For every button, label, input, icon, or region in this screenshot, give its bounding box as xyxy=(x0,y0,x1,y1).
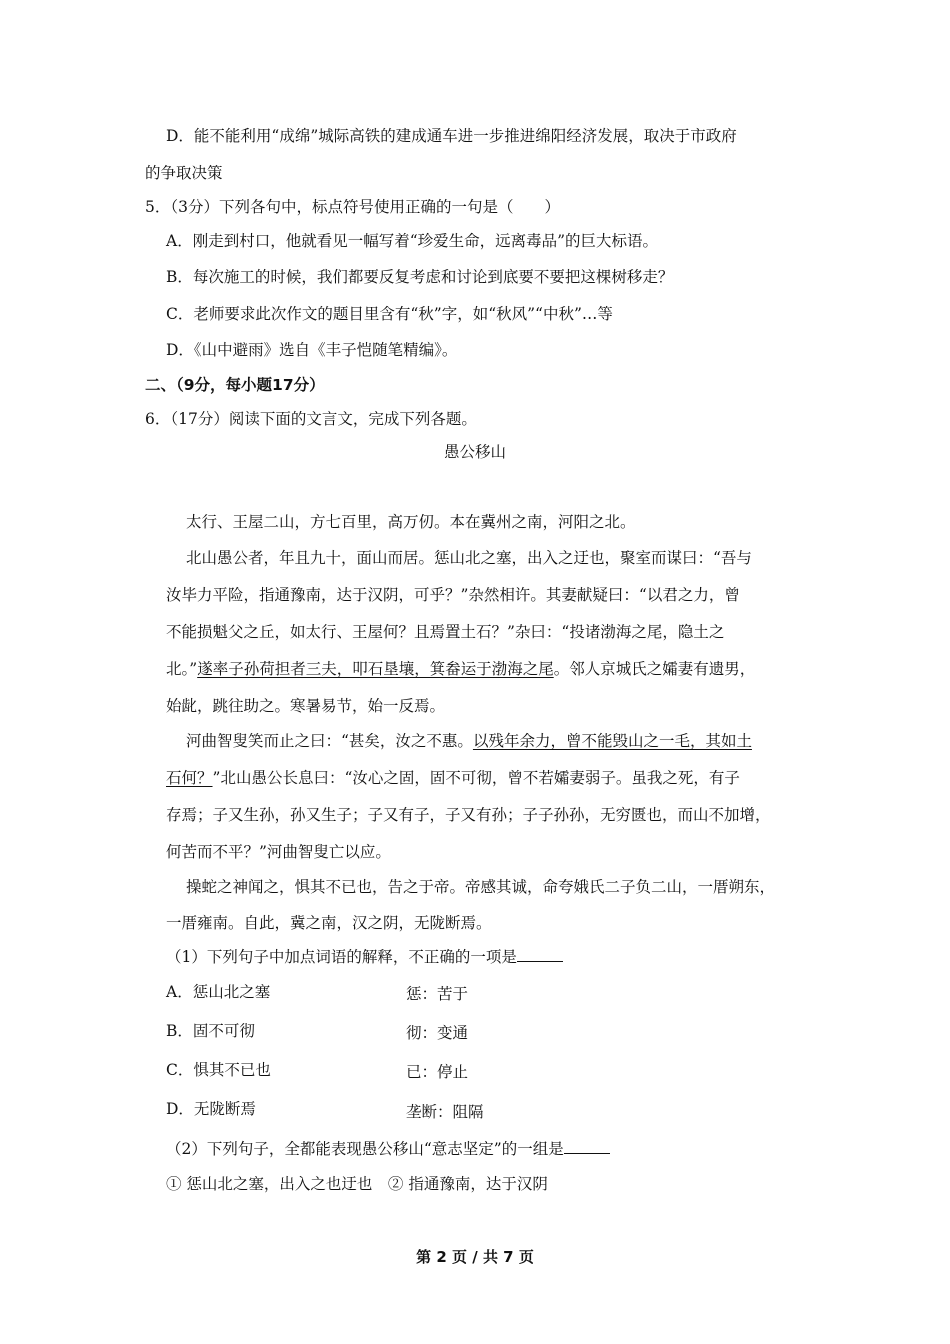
q5-option-a: A．刚走到村口，他就看见一幅写着“珍爱生命，远离毒品”的巨大标语。 xyxy=(166,232,659,250)
passage-p4-line1: 操蛇之神闻之，惧其不已也，告之于帝。帝感其诚，命夸娥氏二子负二山，一厝朔东， xyxy=(186,878,776,896)
section2-heading: 二、（9分，每小题17分） xyxy=(145,376,325,394)
q5-option-d: D．《山中避雨》选自《丰子恺随笔精编》。 xyxy=(166,341,458,359)
passage-p3-line3: 存焉；子又生孙，孙又生子；子又有子，子又有孙；子子孙孙，无穷匮也，而山不加增， xyxy=(166,806,771,824)
passage-p3-line1-start: 河曲智叟笑而止之曰：“甚矣，汝之不惠。 xyxy=(186,732,473,750)
sub1-row-a-right: 惩：苦于 xyxy=(406,985,469,1003)
q5-option-c: C．老师要求此次作文的题目里含有“秋”字，如“秋风”“中秋”…等 xyxy=(166,305,613,323)
passage-p2-line4 xyxy=(166,658,755,680)
underlined-sentence-2a: 以残年余力，曾不能毁山之一毛，其如土 xyxy=(472,732,752,750)
passage-p3-line2-end: ”北山愚公长息曰：“汝心之固，固不可彻，曾不若孀妻弱子。虽我之死，有子 xyxy=(212,769,740,787)
passage-p2-line4-end: 。邻人京城氏之孀妻有遗男， xyxy=(553,660,756,678)
passage-p3-line4: 何苦而不平？”河曲智叟亡以应。 xyxy=(166,843,391,861)
passage-title: 愚公移山 xyxy=(443,443,506,461)
sub2-stem xyxy=(166,1137,610,1160)
passage-p2-line4-start: 北。” xyxy=(166,660,198,678)
sub2-items: ① 惩山北之塞，出入之也迂也 ② 指通豫南，达于汉阴 xyxy=(166,1175,548,1193)
sub1-row-b-left: B．固不可彻 xyxy=(166,1022,255,1040)
q5-option-b: B．每次施工的时候，我们都要反复考虑和讨论到底要不要把这棵树移走？ xyxy=(166,268,674,286)
underlined-sentence-1: 遂率子孙荷担者三夫，叩石垦壤，箕畚运于渤海之尾 xyxy=(197,660,554,678)
answer-blank[interactable] xyxy=(564,1137,610,1154)
sub1-row-c-left: C．惧其不已也 xyxy=(166,1061,271,1079)
q6-stem: 6．（17分）阅读下面的文言文，完成下列各题。 xyxy=(145,410,477,428)
q4-option-d-line1: D．能不能利用“成绵”城际高铁的建成通车进一步推进绵阳经济发展，取决于市政府 xyxy=(166,127,737,145)
passage-p2-line2: 汝毕力平险，指通豫南，达于汉阴，可乎？”杂然相许。其妻献疑曰：“以君之力，曾 xyxy=(166,586,740,604)
q5-stem: 5．（3分）下列各句中，标点符号使用正确的一句是（ ） xyxy=(145,198,560,216)
passage-p4-line2: 一厝雍南。自此，冀之南，汉之阴，无陇断焉。 xyxy=(166,914,492,932)
sub2-stem-text: （2）下列句子，全都能表现愚公移山“意志坚定”的一组是 xyxy=(166,1140,564,1158)
sub1-stem xyxy=(166,945,563,968)
passage-p2-line5: 始龀，跳往助之。寒暑易节，始一反焉。 xyxy=(166,697,446,715)
page-footer: 第 2 页 / 共 7 页 xyxy=(416,1248,534,1266)
sub1-stem-text: （1）下列句子中加点词语的解释，不正确的一项是 xyxy=(166,948,517,966)
passage-p3-line2 xyxy=(166,767,740,789)
sub1-row-b-right: 彻：变通 xyxy=(406,1024,469,1042)
sub1-row-a-left: A．惩山北之塞 xyxy=(166,983,271,1001)
sub1-row-c-right: 已：停止 xyxy=(406,1063,469,1081)
q4-option-d-line2: 的争取决策 xyxy=(145,164,223,182)
sub1-row-d-left: D．无陇断焉 xyxy=(166,1100,256,1118)
passage-p3-line1 xyxy=(186,730,752,752)
sub1-row-d-right: 垄断：阻隔 xyxy=(406,1103,484,1121)
underlined-sentence-2b: 石何？ xyxy=(166,769,213,787)
passage-p2-line3: 不能损魁父之丘，如太行、王屋何？且焉置土石？”杂曰：“投诸渤海之尾，隐土之 xyxy=(166,623,725,641)
passage-p1: 太行、王屋二山，方七百里，高万仞。本在冀州之南，河阳之北。 xyxy=(186,513,636,531)
answer-blank[interactable] xyxy=(517,945,563,962)
passage-p2-line1: 北山愚公者，年且九十，面山而居。惩山北之塞，出入之迂也，聚室而谋曰：“吾与 xyxy=(186,549,752,567)
